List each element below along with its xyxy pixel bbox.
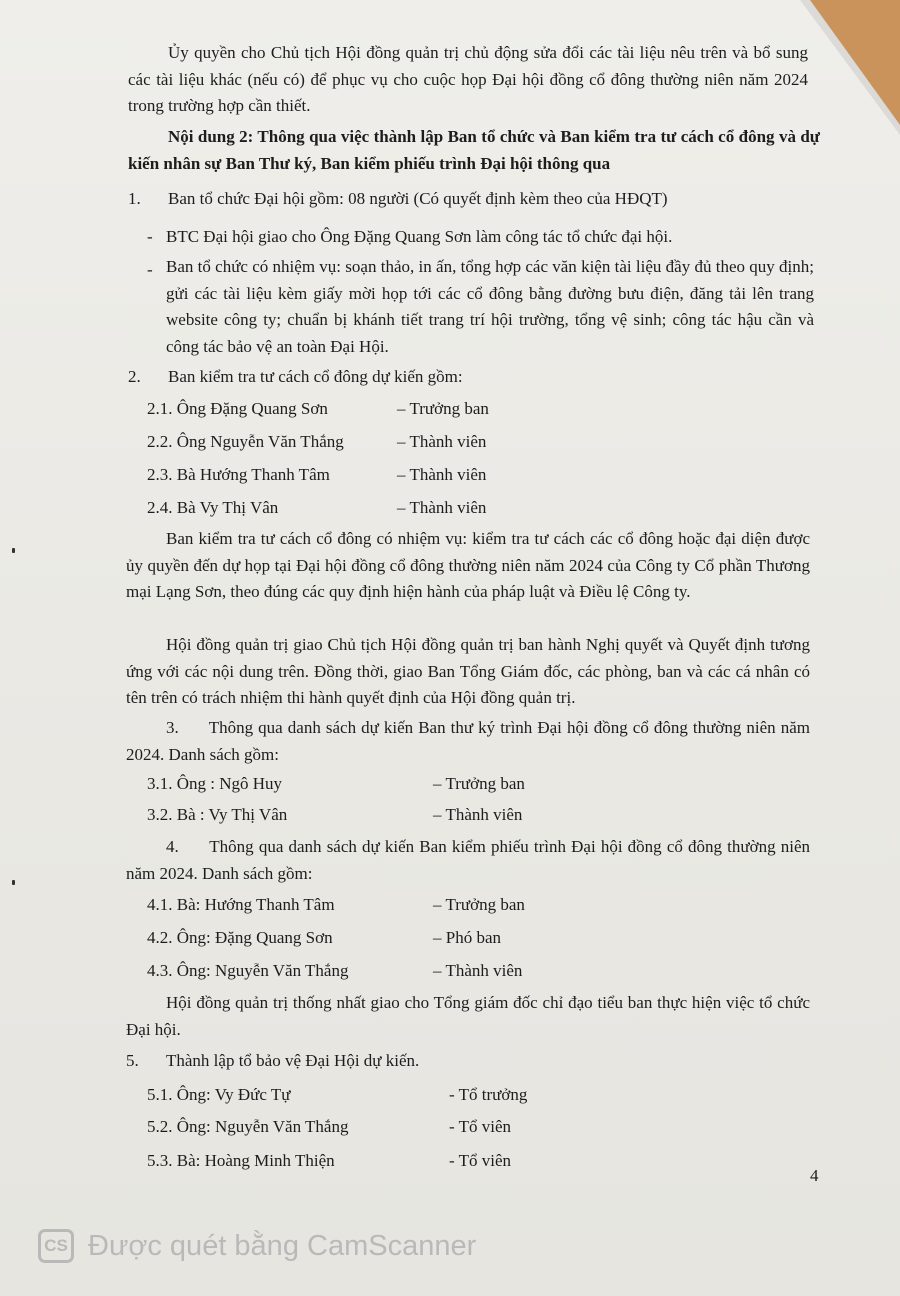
member-name: 3.1. Ông : Ngô Huy <box>147 774 283 793</box>
folded-page-corner <box>810 0 900 125</box>
member-role: - Tổ viên <box>449 1117 512 1136</box>
member-role: - Tổ trưởng <box>449 1085 528 1104</box>
member-name: 4.1. Bà: Hướng Thanh Tâm <box>147 895 335 914</box>
scan-speck <box>12 548 15 553</box>
member-name: 4.3. Ông: Nguyễn Văn Thắng <box>147 961 349 980</box>
member-name: 2.1. Ông Đặng Quang Sơn <box>147 399 328 418</box>
section-heading: Nội dung 2: Thông qua việc thành lập Ban tổ chức và Ban kiểm tra tư cách cổ đông và dự kiến nhân sự Ban Thư ký, Ban kiểm phiếu trình Đại hội thông qua <box>128 127 820 173</box>
item-number: 2. <box>128 367 141 386</box>
page-number: 4 <box>810 1166 819 1185</box>
bullet-dash: - <box>147 260 153 279</box>
item-number: 5. <box>126 1051 139 1070</box>
member-role: - Tổ viên <box>449 1151 512 1170</box>
member-name: 5.2. Ông: Nguyễn Văn Thắng <box>147 1117 349 1136</box>
member-name: 3.2. Bà : Vy Thị Vân <box>147 805 288 824</box>
member-name: 2.4. Bà Vy Thị Vân <box>147 498 279 517</box>
camscanner-watermark <box>38 1226 476 1266</box>
bullet-text: Ban tổ chức có nhiệm vụ: soạn thảo, in ấn, tổng hợp các văn kiện tài liệu đầy đủ theo quy định; gửi các tài liệu kèm giấy mời họp tới các cổ đông bằng đường bưu điện, đăng tải lên trang website công ty; chuẩn bị khánh tiết trang trí hội trường, tổng vệ sinh; công tác hậu cần và công tác bảo vệ an toàn Đại Hội. <box>166 257 814 356</box>
member-role: – Trưởng ban <box>433 895 525 914</box>
member-role: – Thành viên <box>433 805 523 824</box>
member-name: 2.2. Ông Nguyễn Văn Thắng <box>147 432 344 451</box>
member-role: – Thành viên <box>433 961 523 980</box>
authorization-paragraph: Ủy quyền cho Chủ tịch Hội đồng quản trị chủ động sửa đổi các tài liệu nêu trên và bổ sung các tài liệu khác (nếu có) để phục vụ cho cuộc họp Đại hội đồng cổ đông thường niên năm 2024 trong trường hợp cần thiết. <box>128 43 808 115</box>
item-3-paragraph: 3. Thông qua danh sách dự kiến Ban thư ký trình Đại hội đồng cổ đông thường niên năm 2024. Danh sách gồm: <box>126 718 815 764</box>
member-role: – Thành viên <box>397 432 487 451</box>
assignment-paragraph: Hội đồng quản trị thống nhất giao cho Tổng giám đốc chỉ đạo tiểu ban thực hiện việc tổ chức Đại hội. <box>126 993 810 1039</box>
scan-speck <box>12 880 15 885</box>
watermark-text: Được quét bằng CamScanner <box>88 1229 477 1262</box>
item-number: 1. <box>128 189 141 208</box>
item-title: Ban kiểm tra tư cách cổ đông dự kiến gồm: <box>168 367 463 386</box>
member-role: – Thành viên <box>397 498 487 517</box>
member-name: 5.1. Ông: Vy Đức Tự <box>147 1085 291 1104</box>
assignment-paragraph: Hội đồng quản trị giao Chủ tịch Hội đồng quản trị ban hành Nghị quyết và Quyết định tương ứng với các nội dung trên. Đồng thời, giao Ban Tổng Giám đốc, các phòng, ban và các cá nhân có tên trên có trách nhiệm thi hành quyết định của Hội đồng quản trị. <box>126 635 810 707</box>
member-role: – Thành viên <box>397 465 487 484</box>
duty-paragraph: Ban kiểm tra tư cách cổ đông có nhiệm vụ: kiểm tra tư cách các cổ đông hoặc đại diện được ủy quyền đến dự họp tại Đại hội đồng cổ đông thường niên năm 2024 của Công ty Cổ phần Thương mại Lạng Sơn, theo đúng các quy định hiện hành của pháp luật và Điều lệ Công ty. <box>126 529 810 601</box>
member-name: 4.2. Ông: Đặng Quang Sơn <box>147 928 333 947</box>
bullet-dash: - <box>147 227 153 246</box>
camscanner-logo-icon: CS <box>38 1229 74 1263</box>
member-name: 5.3. Bà: Hoàng Minh Thiện <box>147 1151 335 1170</box>
item-title: Thành lập tổ bảo vệ Đại Hội dự kiến. <box>166 1051 420 1070</box>
item-4-paragraph: 4. Thông qua danh sách dự kiến Ban kiểm phiếu trình Đại hội đồng cổ đông thường niên năm 2024. Danh sách gồm: <box>126 837 815 883</box>
member-role: – Trưởng ban <box>397 399 489 418</box>
member-name: 2.3. Bà Hướng Thanh Tâm <box>147 465 330 484</box>
item-title: Ban tổ chức Đại hội gồm: 08 người (Có quyết định kèm theo của HĐQT) <box>168 189 668 208</box>
member-role: – Phó ban <box>433 928 501 947</box>
bullet-text: BTC Đại hội giao cho Ông Đặng Quang Sơn làm công tác tổ chức đại hội. <box>166 227 673 246</box>
member-role: – Trưởng ban <box>433 774 525 793</box>
